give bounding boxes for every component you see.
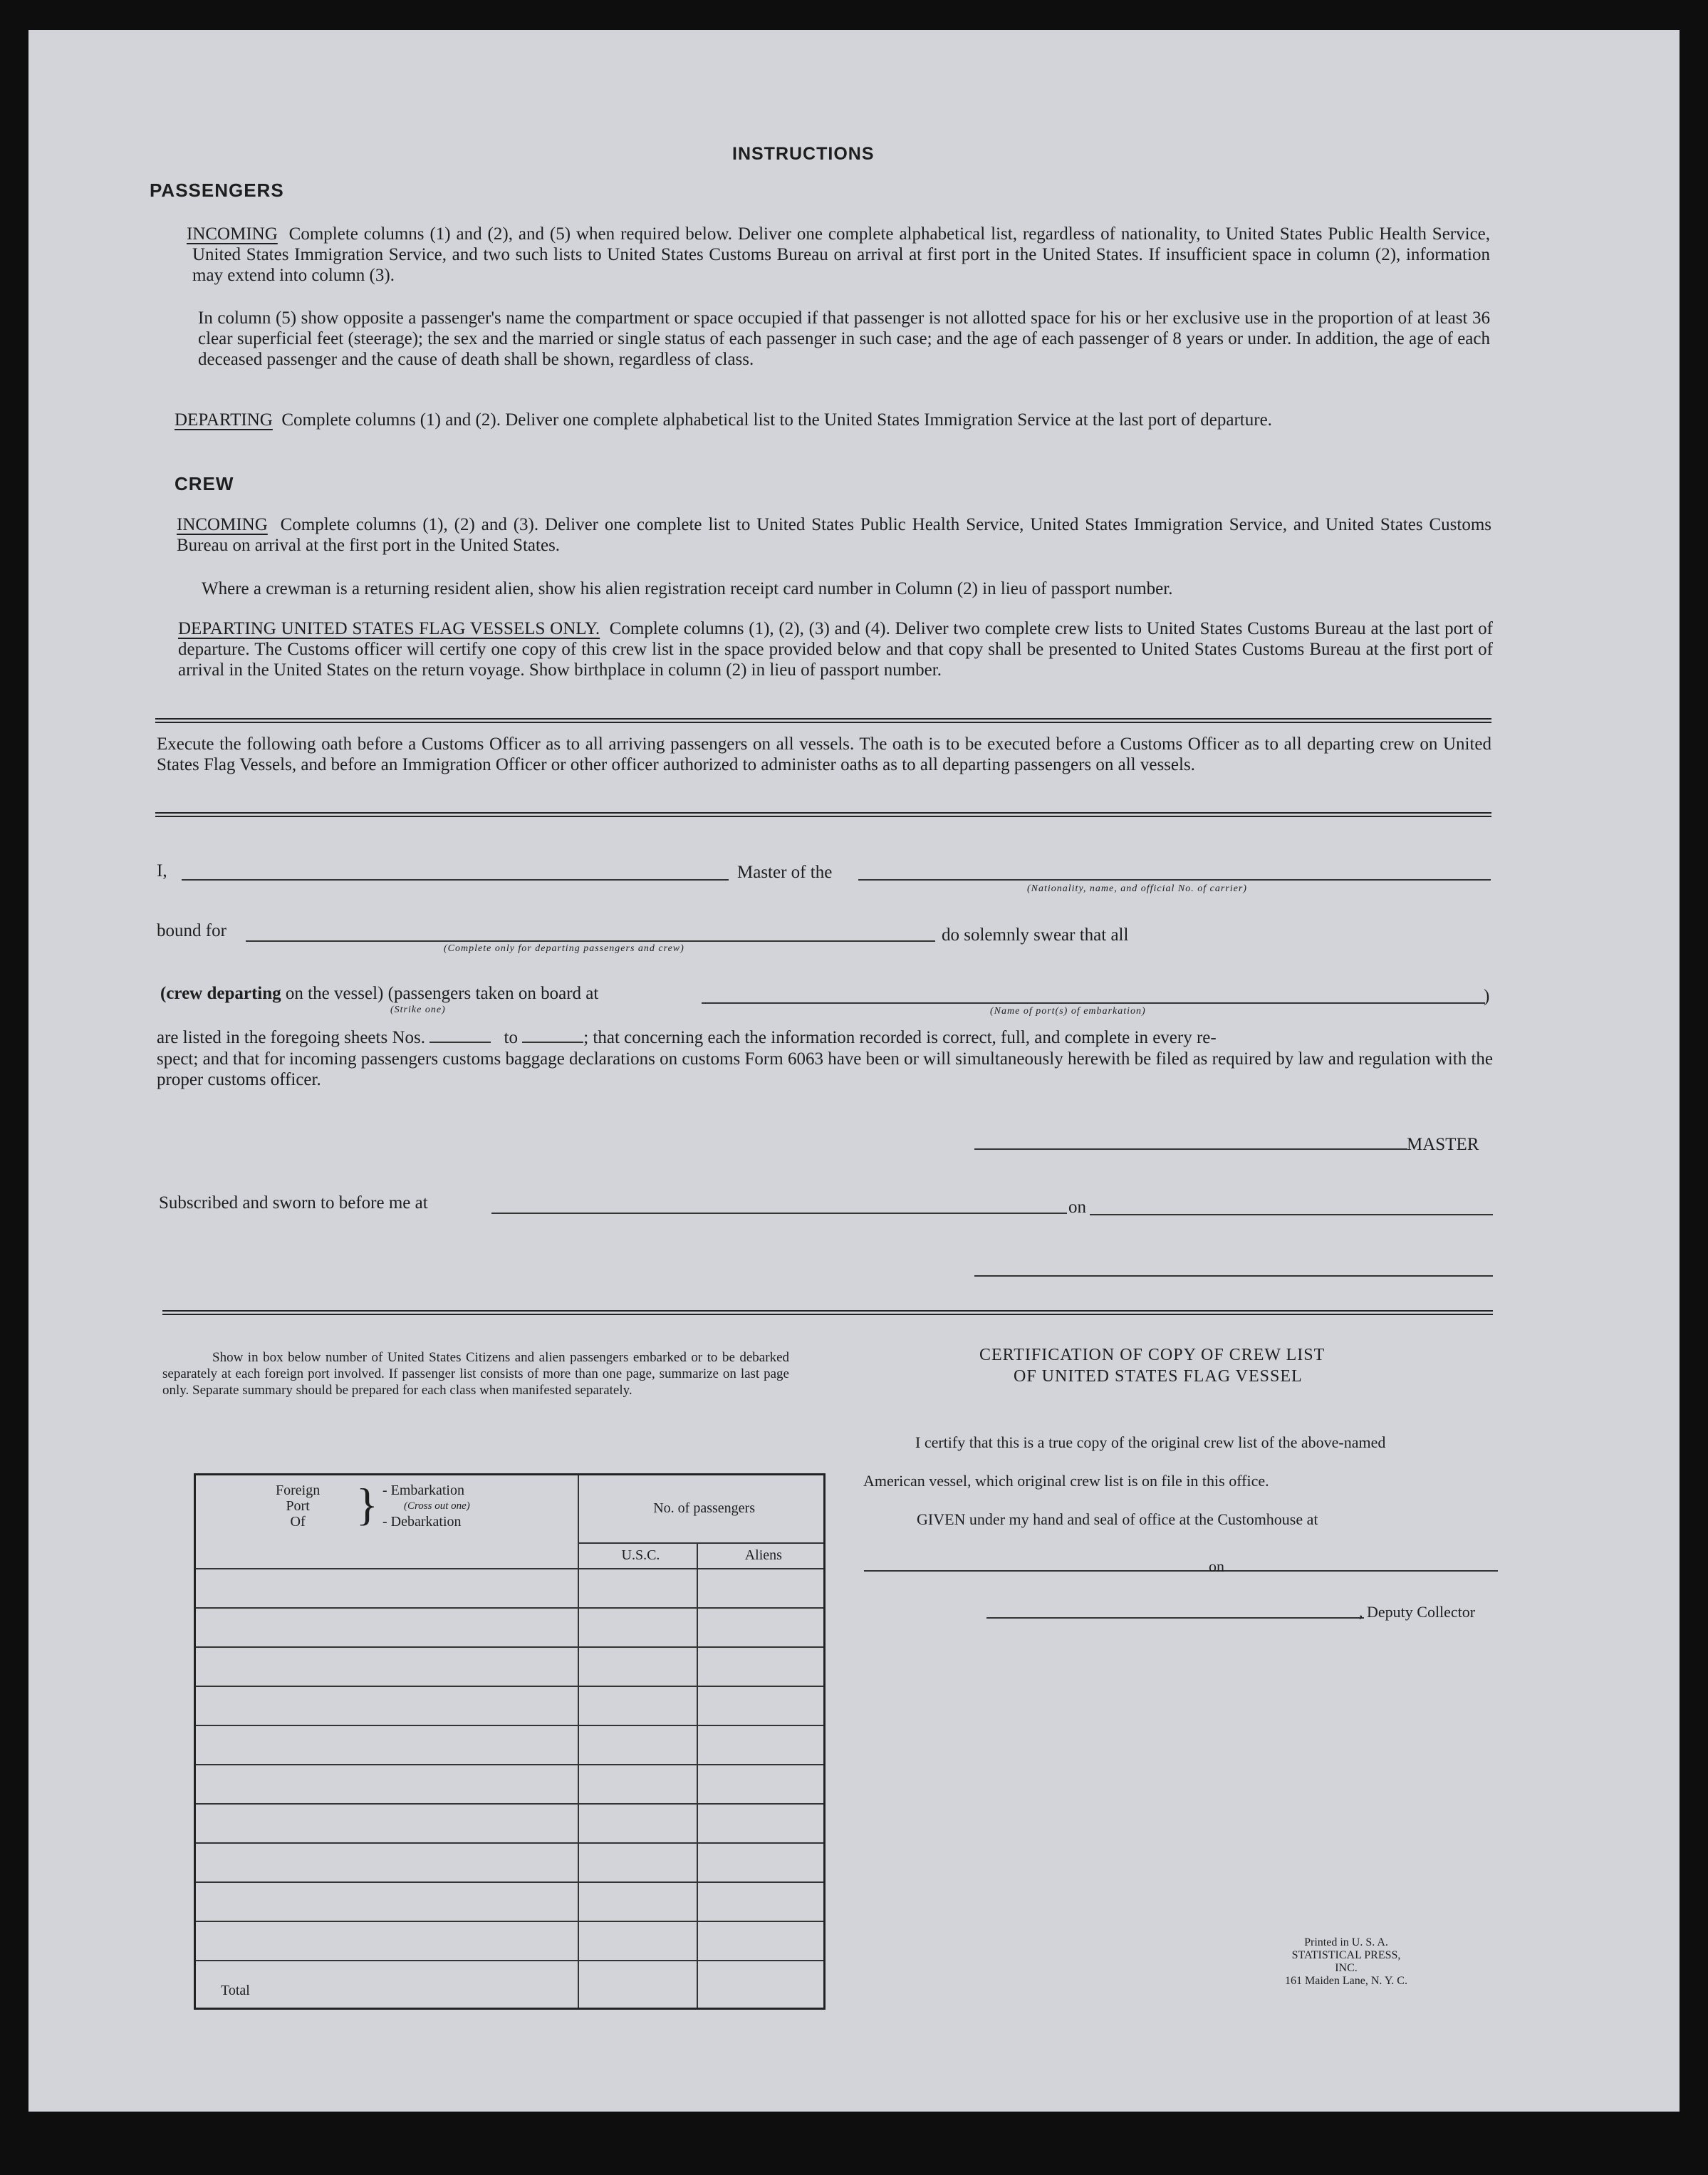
table-row[interactable] — [195, 1686, 825, 1725]
table-row[interactable] — [195, 1843, 825, 1882]
passengers-incoming-label: INCOMING — [187, 224, 278, 244]
crew-heading: CREW — [175, 473, 234, 494]
customhouse-field[interactable] — [864, 1570, 1231, 1572]
certification-title-2: OF UNITED STATES FLAG VESSEL — [1014, 1367, 1303, 1386]
cert-date-field[interactable] — [1229, 1570, 1498, 1572]
sheet-to-field[interactable] — [522, 1029, 583, 1043]
table-row[interactable] — [195, 1569, 825, 1608]
crew-departing-option: (crew departing — [160, 984, 281, 1003]
passengers-heading: PASSENGERS — [150, 180, 284, 201]
crew-incoming-paragraph — [177, 514, 1491, 556]
table-row[interactable] — [195, 1725, 825, 1765]
table-row[interactable] — [195, 1765, 825, 1804]
deputy-signature-field[interactable] — [986, 1617, 1364, 1619]
passengers-incoming-paragraph — [187, 224, 1491, 286]
master-of-label: Master of the — [737, 863, 833, 882]
printer-line-3: 161 Maiden Lane, N. Y. C. — [1285, 1975, 1407, 1987]
listed-rest: spect; and that for incoming passengers customs baggage declarations on customs Form 6063 have been or will simultaneously herewith be filed as required by law and regulation with the proper customs officer. — [157, 1049, 1493, 1089]
debarkation-label: - Debarkation — [382, 1514, 462, 1530]
on-vessel-option: on the vessel) — [285, 984, 384, 1003]
passenger-summary-table — [194, 1473, 826, 2010]
summary-instructions: Show in box below number of United States Citizens and alien passengers embarked or to be debarked separately at each foreign port involved. If passenger list consists of more than one page, summarize on last page only. Separate summary should be prepared for each class when manifested separately. — [162, 1350, 789, 1398]
crew-departing-paragraph — [178, 618, 1493, 680]
bound-for-caption: (Complete only for departing passengers and crew) — [444, 943, 684, 954]
embarkation-label: - Embarkation — [382, 1483, 464, 1498]
no-passengers-header: No. of passengers — [578, 1475, 824, 1543]
listed-to-label: to — [504, 1028, 518, 1047]
crew-incoming-text: Complete columns (1), (2) and (3). Deliver one complete list to United States Public Health Service, United States Immigration Service, and United States Customs Bureau on arrival at the first port in the United States. — [177, 515, 1492, 555]
carrier-field[interactable] — [858, 879, 1491, 881]
usc-header: U.S.C. — [578, 1543, 697, 1569]
certify-line-2: American vessel, which original crew list is on file in this office. — [863, 1472, 1269, 1490]
oath-divider — [155, 812, 1491, 817]
section-divider — [155, 718, 1491, 723]
lower-divider — [162, 1310, 1493, 1315]
oath-i-label: I, — [157, 861, 167, 881]
passengers-departing-text: Complete columns (1) and (2). Deliver one complete alphabetical list to the United States Immigration Service at the last port of departure. — [281, 410, 1272, 430]
table-row[interactable] — [195, 1608, 825, 1647]
deputy-label: , Deputy Collector — [1359, 1603, 1476, 1621]
subscribed-label: Subscribed and sworn to before me at — [159, 1193, 428, 1213]
table-row[interactable] — [195, 1921, 825, 1961]
carrier-caption: (Nationality, name, and official No. of carrier) — [1027, 883, 1247, 894]
foreign-label: Foreign — [276, 1483, 321, 1498]
master-label: MASTER — [1407, 1135, 1479, 1154]
sworn-place-field[interactable] — [491, 1213, 1067, 1214]
sworn-on-label: on — [1068, 1198, 1086, 1217]
of-label: Of — [290, 1514, 306, 1530]
crew-incoming-label: INCOMING — [177, 515, 268, 534]
form-page — [28, 30, 1680, 2112]
passengers-incoming-text: Complete columns (1) and (2), and (5) when required below. Deliver one complete alphabetical list, regardless of nationality, to United States Public Health Service, United States Immigration Service, and two such lists to United States Customs Bureau on arrival at first port in the United States. If insufficient space in column (2), information may extend into column (3). — [192, 224, 1491, 285]
passengers-taken-option: (passengers taken on board at — [387, 984, 599, 1003]
passengers-column5-paragraph: In column (5) show opposite a passenger's name the compartment or space occupied if that passenger is not allotted space for his or her exclusive use in the proportion of at least 36 clear superficial feet (steerage); the sex and the married or single status of each passenger in such case; and the age of each passenger of 8 years or under. In addition, the age of each deceased passenger and the cause of death shall be shown, regardless of class. — [198, 308, 1490, 369]
brace-icon: } — [356, 1479, 378, 1530]
close-paren: ) — [1484, 987, 1490, 1006]
embarkation-port-field[interactable] — [702, 1002, 1485, 1004]
crew-departing-text: Complete columns (1), (2), (3) and (4). Deliver two complete crew lists to United States Customs Bureau at the last port of departure. The Customs officer will certify one copy of this crew list in the space provided below and that copy shall be presented to United States Customs Bureau at the first port of arrival in the United States on the return voyage. Show birthplace in column (2) in lieu of passport number. — [178, 619, 1494, 680]
crew-departing-label: DEPARTING UNITED STATES FLAG VESSELS ONLY. — [178, 619, 600, 638]
passengers-departing-label: DEPARTING — [175, 410, 273, 430]
table-row[interactable] — [195, 1804, 825, 1843]
master-name-field[interactable] — [182, 879, 729, 881]
bound-for-label: bound for — [157, 921, 226, 940]
crew-resident-paragraph: Where a crewman is a returning resident alien, show his alien registration receipt card number in Column (2) in lieu of passport number. — [202, 579, 1173, 598]
sworn-date-field[interactable] — [1090, 1214, 1493, 1215]
oath-intro: Execute the following oath before a Customs Officer as to all arriving passengers on all vessels. The oath is to be executed before a Customs Officer as to all departing crew on United States Flag Vessels, and before an Immigration Officer or other officer authorized to administer oaths as to all departing passengers on all vessels. — [157, 734, 1491, 774]
printer-imprint — [1282, 1936, 1410, 1988]
sheet-from-field[interactable] — [429, 1029, 491, 1043]
printer-line-2: STATISTICAL PRESS, INC. — [1291, 1949, 1401, 1974]
listed-label: are listed in the foregoing sheets Nos. — [157, 1028, 425, 1047]
given-line: GIVEN under my hand and seal of office at the Customhouse at — [917, 1510, 1318, 1528]
page-title: INSTRUCTIONS — [732, 144, 875, 164]
listed-line — [157, 1027, 1493, 1048]
master-signature-field[interactable] — [974, 1148, 1407, 1150]
total-row[interactable] — [195, 1961, 825, 2009]
certify-line-1: I certify that this is a true copy of the original crew list of the above-named — [915, 1433, 1386, 1451]
embarkation-caption: (Name of port(s) of embarkation) — [990, 1006, 1146, 1017]
table-row[interactable] — [195, 1647, 825, 1686]
table-row[interactable] — [195, 1882, 825, 1921]
bound-for-field[interactable] — [246, 940, 935, 942]
passengers-departing-paragraph — [175, 410, 1490, 430]
port-label: Port — [286, 1498, 310, 1514]
listed-continue: ; that concerning each the information recorded is correct, full, and complete in every re- — [583, 1028, 1217, 1047]
strike-one-caption: (Strike one) — [390, 1005, 446, 1015]
printer-line-1: Printed in U. S. A. — [1304, 1936, 1388, 1948]
officer-signature-field[interactable] — [974, 1275, 1493, 1277]
aliens-header: Aliens — [697, 1543, 825, 1569]
certification-title-1: CERTIFICATION OF COPY OF CREW LIST — [979, 1346, 1326, 1364]
cert-on-label: on — [1209, 1557, 1224, 1575]
cross-out-label: (Cross out one) — [404, 1500, 470, 1512]
foreign-port-header — [195, 1475, 579, 1569]
strike-one-line — [160, 983, 598, 1004]
total-label: Total — [195, 1961, 579, 2009]
swear-label: do solemnly swear that all — [942, 925, 1129, 945]
